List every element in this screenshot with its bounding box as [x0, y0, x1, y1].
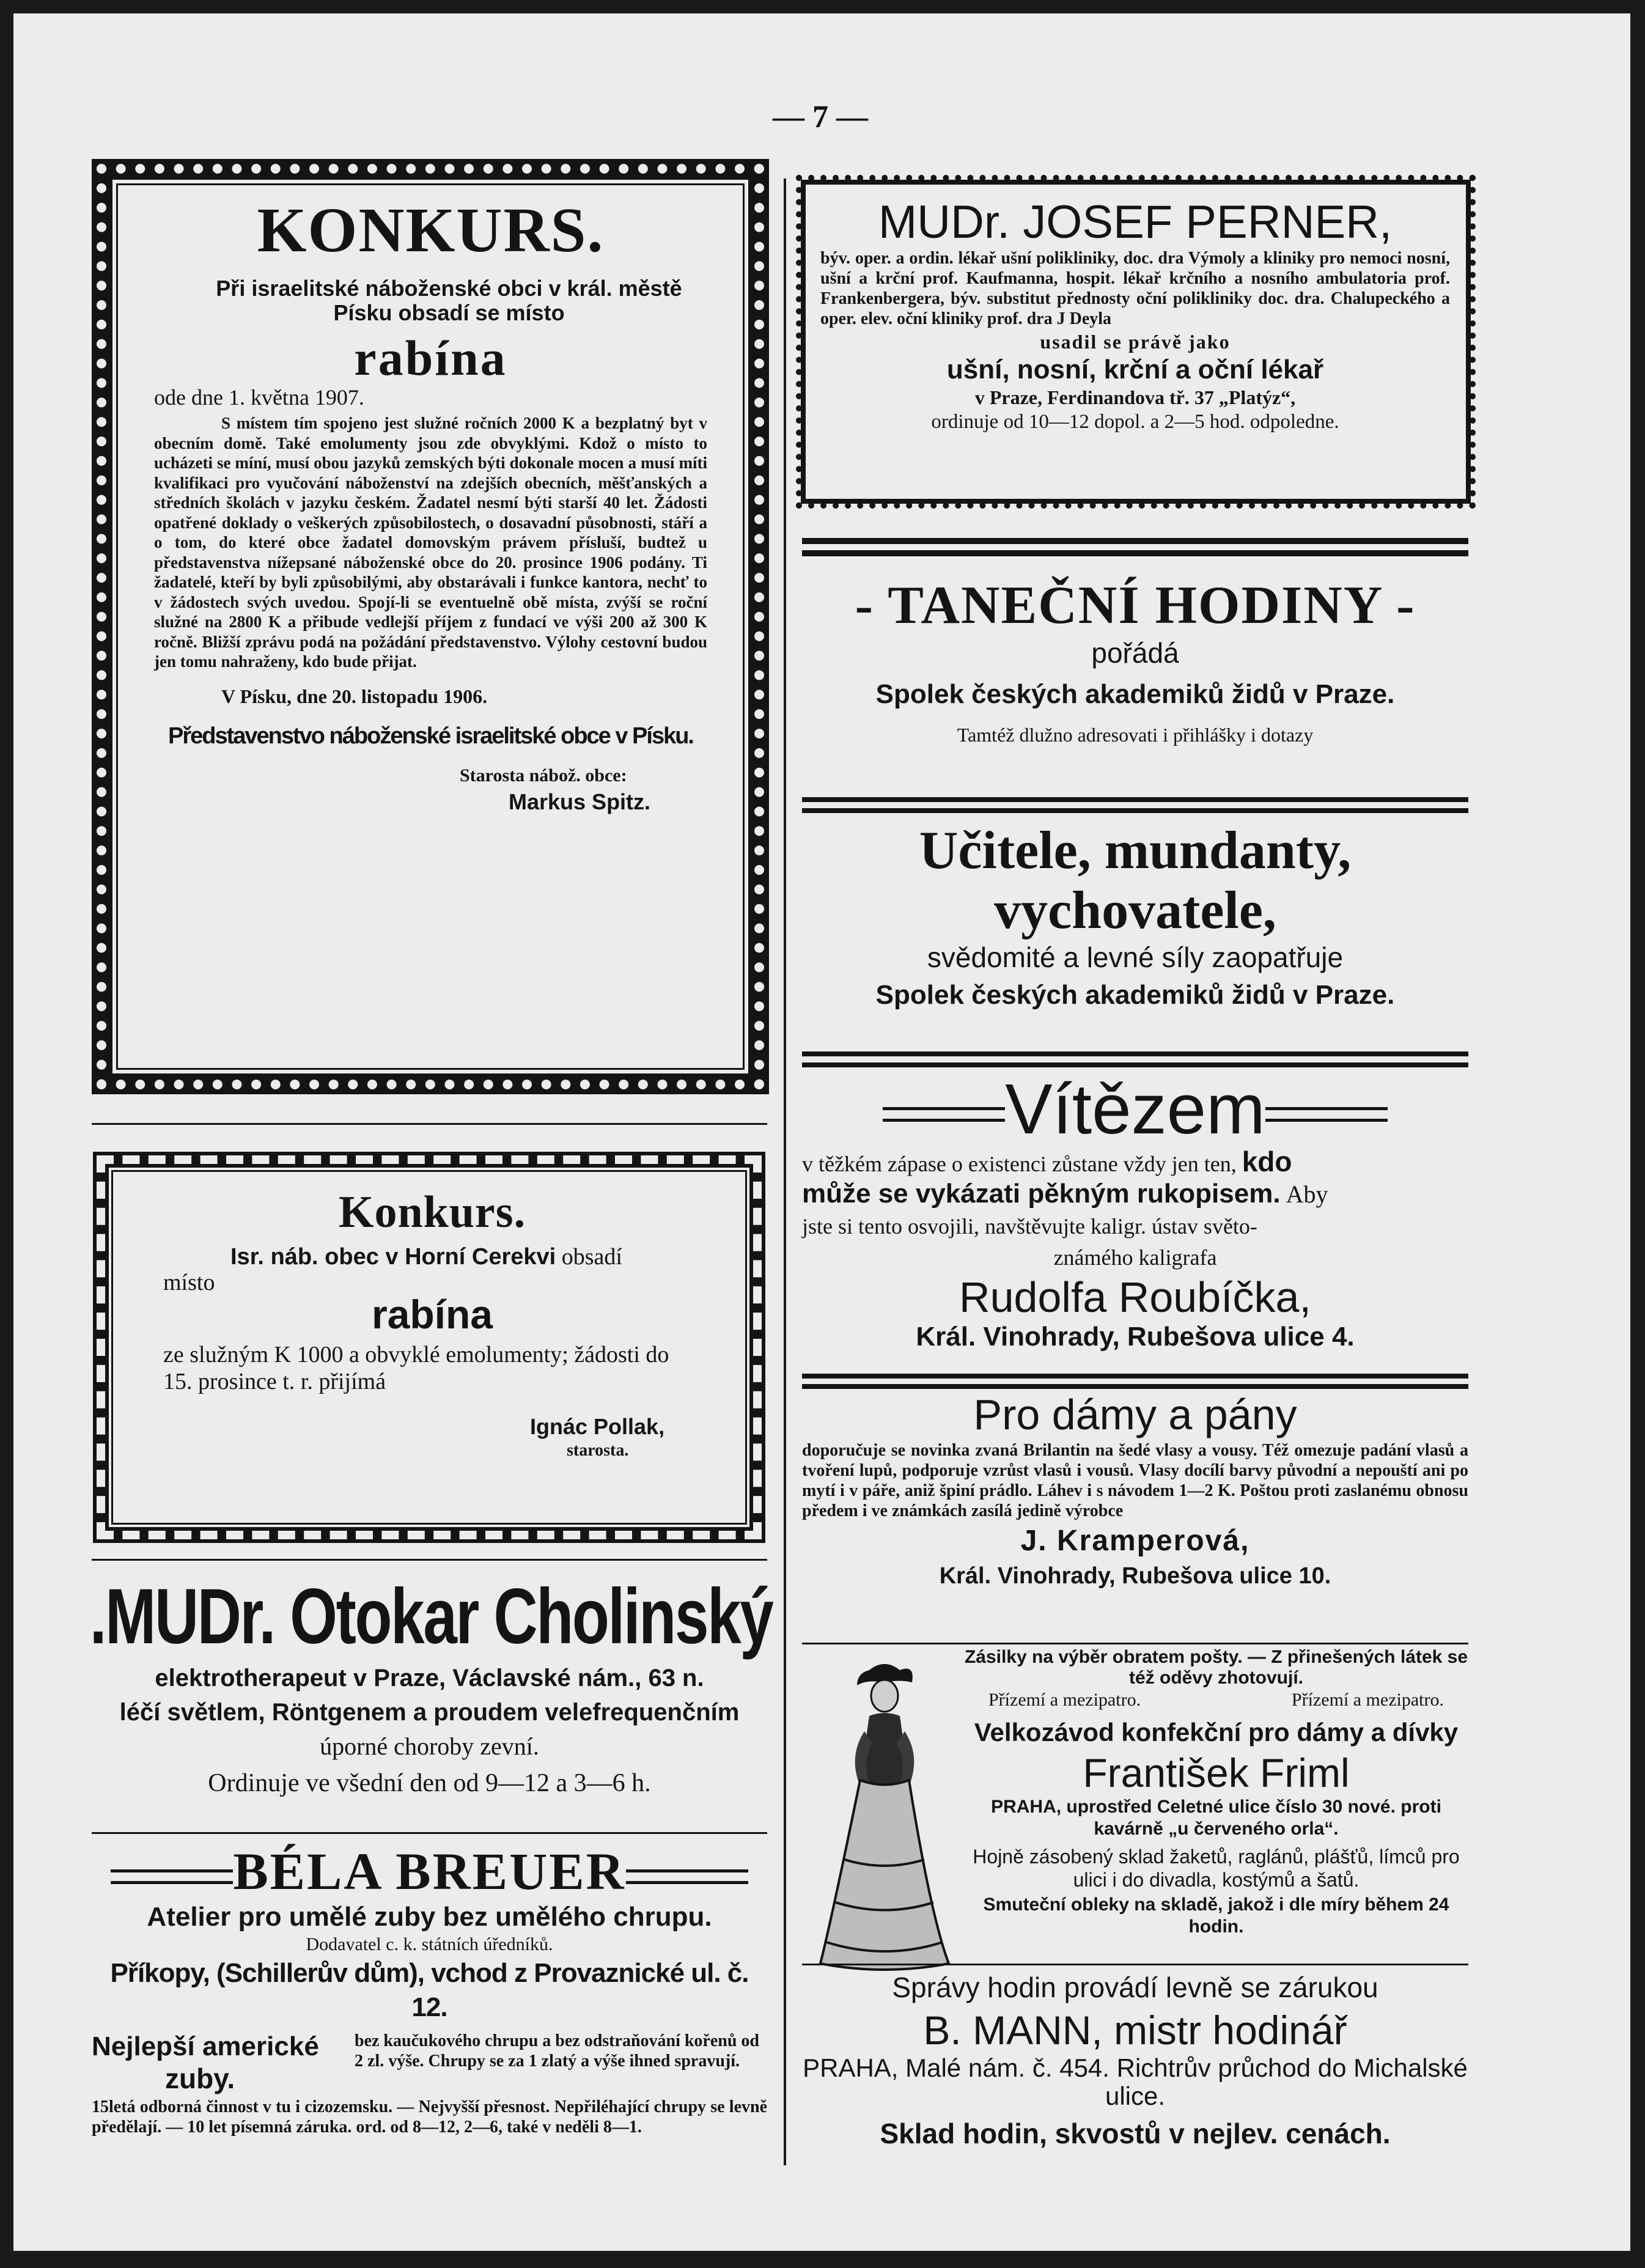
ucitele-title1: Učitele, mundanty,: [919, 821, 1352, 880]
tanecni-line1: pořádá: [1091, 637, 1179, 669]
cholinsky-line4: Ordinuje ve všední den od 9—12 a 3—6 h.: [208, 1769, 651, 1797]
tanecni-ad: [802, 576, 1468, 748]
breuer-best1: Nejlepší americké: [92, 2031, 319, 2061]
vitezem-address: Král. Vinohrady, Rubešova ulice 4.: [916, 1322, 1355, 1352]
breuer-line3: Příkopy, (Schillerův dům), vchod z Provaznické ul. č. 12.: [110, 1958, 749, 2022]
double-rule-3a: [802, 1051, 1468, 1056]
rule-3: [92, 1832, 767, 1834]
konkurs-pisek-ad: [154, 197, 707, 816]
konkurs-pisek-board: Představenstvo náboženské israelitské obce v Písku.: [167, 723, 693, 749]
breuer-footer: 15letá odborná činnost v tu i cizozemsku. — Nejvyšší přesnost. Nepřiléhající chrupy se levně předělají. — 10 let písemná záruka. ord. od 8—12, 2—6, také v neděli 8—1.: [92, 2097, 767, 2137]
breuer-line1: Atelier pro umělé zuby bez umělého chrupu.: [147, 1902, 712, 1932]
double-rule-2b: [802, 808, 1468, 813]
ucitele-line: svědomité a levné síly zaopatřuje: [927, 941, 1344, 973]
friml-line2: Velkozávod konfekční pro dámy a dívky: [974, 1718, 1459, 1747]
konkurs-cerekev-position: rabína: [371, 1292, 493, 1337]
pro-damy-title: Pro dámy a pány: [973, 1391, 1297, 1438]
perner-settled: usadil se právě jako: [1040, 331, 1231, 353]
double-rule-3b: [802, 1062, 1468, 1067]
breuer-side-text: bez kaučukového chrupu a bez odstraňování kořenů od 2 zl. výše. Chrupy se za 1 zlatý a výše ihned spravují.: [355, 2031, 760, 2071]
tanecni-org: Spolek českých akademiků židů v Praze.: [875, 679, 1395, 709]
pro-damy-name: J. Kramperová,: [1020, 1525, 1250, 1557]
perner-ad: [820, 197, 1450, 434]
vitezem-ad: [802, 1071, 1468, 1352]
perner-address: v Praze, Ferdinandova tř. 37 „Platýz“,: [974, 386, 1296, 408]
konkurs-pisek-name: Markus Spitz.: [509, 789, 651, 814]
perner-name: MUDr. JOSEF PERNER,: [878, 196, 1393, 248]
breuer-ad: [92, 1841, 767, 2137]
friml-floor-right: Přízemí a mezipatro.: [1291, 1690, 1444, 1710]
pro-damy-body: doporučuje se novinka zvaná Brilantin na šedé vlasy a vousy. Též omezuje padání vlasů a tvoření lupů, podporuje vzrůst vlasů i vousů. Vlasy docílí barvy původní a nepouští ani po mytí i v páře, aniž špiní prádlo. Láhev i s návodem 1—2 K. Poštou proti zaslanému obnosu předem i ve známkách zasílá jedině výrobce: [802, 1441, 1468, 1520]
tanecni-note: Tamtéž dlužno adresovati i přihlášky i dotazy: [957, 724, 1314, 746]
mann-address: PRAHA, Malé nám. č. 454. Richtrův průchod do Michalské ulice.: [803, 2053, 1468, 2110]
cholinsky-ad: [89, 1573, 773, 1803]
mann-line3: Sklad hodin, skvostů v nejlev. cenách.: [880, 2118, 1391, 2149]
konkurs-pisek-body: S místem tím spojeno jest služné ročních 2000 K a bezplatný byt v obecním domě. Také emolumenty jsou zde obvyklými. Kdož o místo to ucházeti se míní, musí obou jazyků zemských býti dokonale mocen a musí míti kvalifikaci pro vyučování náboženství na zdejších obecních, měšťanských a středních školách v jazyku českém. Žadatel nesmí býti starší 40 let. Žádosti opatřené doklady o veškerých způsobilostech, o dosavadní působnosti, stáří a o tom, do které obce žadatel domovským právem přísluší, budtež u představenstva nížepsané náboženské obce do 20. prosince 1906 podány. Ti žadatelé, kteří by byli způsobilými, aby obstarávali i funkce kantora, nechť to v žádostech svých uvedou. Spojí-li se eventuelně obě místa, zvýší se roční služné na 2800 K a přibude vedlejší příjem z fundací ve výši 200 až 300 K ročně. Bližší zprávu podá na požádání představenstvo. Výlohy cestovní budou jen tomu nahraženy, kdo bude přijat.: [154, 414, 707, 671]
konkurs-cerekev-name: Ignác Pollak,: [530, 1414, 665, 1439]
konkurs-pisek-place-date: V Písku, dne 20. listopadu 1906.: [221, 685, 488, 707]
konkurs-cerekev-ad: [163, 1187, 701, 1461]
vitezem-line4: známého kaligrafa: [1053, 1245, 1217, 1270]
breuer-best2: zuby.: [165, 2063, 235, 2094]
vitezem-line1-text: v těžkém zápase o existenci zůstane vždy jen ten,: [802, 1152, 1237, 1176]
friml-address: PRAHA, uprostřed Celetné ulice číslo 30 nové. proti kavárně „u červeného orla“.: [991, 1797, 1441, 1839]
page-number: — 7 —: [773, 100, 868, 134]
pro-damy-address: Král. Vinohrady, Rubešova ulice 10.: [939, 1563, 1331, 1589]
konkurs-cerekev-title: Konkurs.: [338, 1187, 526, 1237]
konkurs-cerekev-intro: Isr. náb. obec v Horní Cerekvi: [230, 1244, 556, 1270]
column-divider: [784, 179, 786, 2165]
konkurs-cerekev-intro-place: místo: [163, 1270, 215, 1295]
friml-line1: Zásilky na výběr obratem pošty. — Z přinešených látek se též oděvy zhotovují.: [964, 1647, 1468, 1688]
friml-illustration: [808, 1658, 961, 1976]
double-rule-4b: [802, 1384, 1468, 1389]
mann-line1: Správy hodin provádí levně se zárukou: [892, 1972, 1378, 2003]
vitezem-title: Vítězem: [802, 1071, 1468, 1147]
perner-body: býv. oper. a ordin. lékař ušní polikliniky, doc. dra Výmoly a kliniky pro nemoci nosní, ušní a krční prof. Kaufmanna, hospit. lékař krčního a nosního ambulatoria prof. Frankenbergera, býv. substitut přednosty oční polikliniky doc. dra. Chalupeckého a oper. elev. oční kliniky prof. dra J Deyla: [820, 249, 1450, 328]
cholinsky-line1: elektrotherapeut v Praze, Václavské nám., 63 n.: [155, 1665, 704, 1692]
breuer-name: BÉLA BREUER: [92, 1841, 767, 1901]
double-rule-1a: [802, 538, 1468, 544]
mann-ad: [802, 1968, 1468, 2152]
rule-right-6: [802, 1964, 1468, 1965]
rule-2: [92, 1559, 767, 1561]
cholinsky-line2: léčí světlem, Röntgenem a proudem velefrequenčním: [119, 1699, 740, 1726]
konkurs-pisek-position: rabína: [354, 330, 507, 386]
friml-ad: [964, 1647, 1468, 1938]
konkurs-pisek-role: Starosta nábož. obce:: [460, 765, 627, 786]
cholinsky-name: .MUDr. Otokar Cholinský: [89, 1573, 773, 1660]
konkurs-cerekev-body: ze služným K 1000 a obvyklé emolumenty; žádosti do 15. prosince t. r. přijímá: [163, 1342, 669, 1394]
tanecni-title: - TANEČNÍ HODINY -: [855, 576, 1416, 635]
konkurs-pisek-title: KONKURS.: [257, 195, 605, 265]
double-rule-1b: [802, 550, 1468, 556]
perner-hours: ordinuje od 10—12 dopol. a 2—5 hod. odpoledne.: [931, 411, 1339, 433]
friml-stock: Hojně zásobený sklad žaketů, raglánů, plášťů, límců pro ulici i do divadla, kostýmů a šatů.: [973, 1846, 1460, 1891]
perner-specialty: ušní, nosní, krční a oční lékař: [946, 355, 1324, 385]
rule-right-5: [802, 1643, 1468, 1644]
ucitele-org: Spolek českých akademiků židů v Praze.: [875, 980, 1395, 1010]
konkurs-pisek-intro: Při israelitské náboženské obci v král. městě Písku obsadí se místo: [216, 276, 682, 325]
cholinsky-line3: úporné choroby zevní.: [320, 1732, 539, 1760]
double-rule-4a: [802, 1374, 1468, 1379]
breuer-line2: Dodavatel c. k. státních úředníků.: [306, 1934, 553, 1954]
vitezem-line1: [802, 1147, 1468, 1179]
mann-name: B. MANN, mistr hodinář: [923, 2008, 1347, 2053]
lady-in-gown-icon: [808, 1658, 961, 1976]
friml-floor-left: Přízemí a mezipatro.: [988, 1690, 1141, 1710]
ucitele-title2: vychovatele,: [994, 881, 1276, 940]
ucitele-ad: [802, 820, 1468, 1016]
konkurs-cerekev-role: starosta.: [567, 1441, 629, 1460]
vitezem-line2-text: může se vykázati pěkným rukopisem.: [802, 1179, 1281, 1209]
vitezem-line2: [802, 1179, 1468, 1210]
friml-name: František Friml: [1083, 1750, 1350, 1795]
vitezem-name: Rudolfa Roubíčka,: [959, 1273, 1311, 1321]
pro-damy-ad: [802, 1389, 1468, 1591]
vitezem-line1-kdo: kdo: [1242, 1146, 1292, 1177]
vitezem-line3: jste si tento osvojili, navštěvujte kaligr. ústav světo-: [802, 1214, 1257, 1239]
newspaper-page: [13, 13, 1630, 2251]
konkurs-pisek-date: ode dne 1. května 1907.: [154, 385, 364, 410]
konkurs-cerekev-intro-verb: obsadí: [561, 1244, 622, 1270]
double-rule-2a: [802, 797, 1468, 802]
rule-1: [92, 1123, 767, 1125]
vitezem-line2-aby: Aby: [1286, 1180, 1328, 1208]
friml-mourning: Smuteční obleky na skladě, jakož i dle míry během 24 hodin.: [983, 1894, 1449, 1937]
